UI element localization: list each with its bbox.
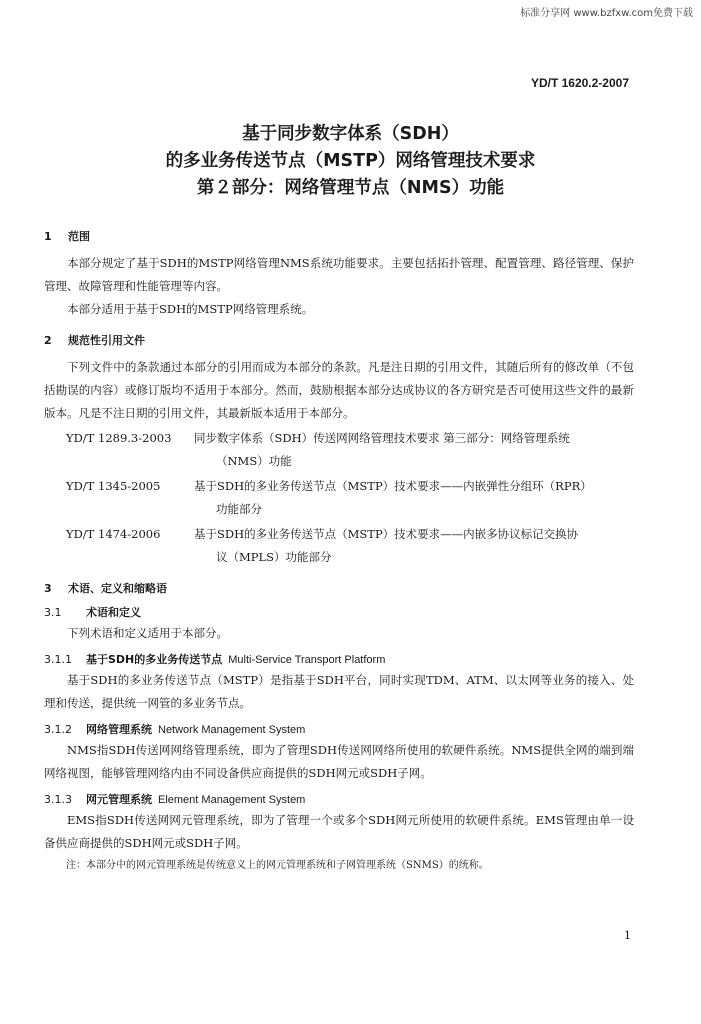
section-title: 规范性引用文件 <box>68 334 145 347</box>
term-heading <box>44 721 634 737</box>
reference-title <box>194 523 634 569</box>
section-normative-references <box>44 332 634 569</box>
section-terms-definitions <box>44 580 634 877</box>
note: 注：本部分中的网元管理系统是传统意义上的网元管理系统和子网管理系统（SNMS）的统称。 <box>66 860 489 871</box>
term-title-en: Network Management System <box>158 724 306 736</box>
title-line-2: 的多业务传送节点（MSTP）网络管理技术要求 <box>165 151 536 171</box>
subsection-heading <box>44 604 634 620</box>
section-number: 3 <box>44 582 52 595</box>
paragraph: 下列文件中的条款通过本部分的引用而成为本部分的条款。凡是注日期的引用文件，其随后所有的修改单（不包括勘误的内容）或修订版均不适用于本部分。然而，鼓励根据本部分达成协议的各方研究是否可使用这些文件的最新版本。凡是不注日期的引用文件，其最新版本适用于本部分。 <box>44 360 634 420</box>
term-title-en: Multi-Service Transport Platform <box>228 654 386 666</box>
term-number: 3.1.2 <box>44 723 72 736</box>
subsection-number: 3.1 <box>44 606 62 619</box>
term-title-zh: 网元管理系统 <box>86 793 152 806</box>
reference-item <box>44 427 634 473</box>
subsection-title: 术语和定义 <box>86 606 141 619</box>
term-number: 3.1.3 <box>44 793 72 806</box>
term-number: 3.1.1 <box>44 653 72 666</box>
reference-item <box>44 475 634 521</box>
section-title: 范围 <box>68 230 90 243</box>
watermark-text: 标准分享网 www.bzfxw.com免费下载 <box>520 8 693 19</box>
section-number: 1 <box>44 230 52 243</box>
reference-title-line: 基于SDH的多业务传送节点（MSTP）技术要求——内嵌多协议标记交换协 <box>194 527 579 541</box>
paragraph: 基于SDH的多业务传送节点（MSTP）是指基于SDH平台，同时实现TDM、ATM、以太网等业务的接入、处理和传送，提供统一网管的多业务节点。 <box>44 673 634 710</box>
section-heading <box>44 228 634 244</box>
term-title-en: Element Management System <box>158 794 306 806</box>
document-title <box>0 121 701 202</box>
reference-title-line: 同步数字体系（SDH）传送网网络管理技术要求 第三部分：网络管理系统 <box>194 431 570 445</box>
document-number: YD/T 1620.2-2007 <box>530 76 629 90</box>
paragraph: 本部分适用于基于SDH的MSTP网络管理系统。 <box>67 302 314 316</box>
reference-item <box>44 523 634 569</box>
section-heading <box>44 580 634 596</box>
reference-code: YD/T 1345-2005 <box>66 479 161 493</box>
title-line-1: 基于同步数字体系（SDH） <box>242 124 459 144</box>
page-number: 1 <box>624 929 631 942</box>
reference-code: YD/T 1474-2006 <box>66 527 161 541</box>
term-heading <box>44 651 634 667</box>
term-title-zh: 基于SDH的多业务传送节点 <box>86 653 223 666</box>
reference-title-line: 基于SDH的多业务传送节点（MSTP）技术要求——内嵌弹性分组环（RPR） <box>194 479 592 493</box>
term-heading <box>44 791 634 807</box>
section-number: 2 <box>44 334 52 347</box>
reference-title-line: （NMS）功能 <box>216 454 292 468</box>
paragraph: 下列术语和定义适用于本部分。 <box>67 626 228 640</box>
paragraph: 本部分规定了基于SDH的MSTP网络管理NMS系统功能要求。主要包括拓扑管理、配置管理、路径管理、保护管理、故障管理和性能管理等内容。 <box>44 256 634 293</box>
section-heading <box>44 332 634 348</box>
reference-title <box>194 475 634 521</box>
paragraph: EMS指SDH传送网网元管理系统，即为了管理一个或多个SDH网元所使用的软硬件系统。EMS管理由单一设备供应商提供的SDH网元或SDH子网。 <box>44 813 634 850</box>
document-body <box>44 228 634 888</box>
term-title-zh: 网络管理系统 <box>86 723 152 736</box>
reference-title-line: 功能部分 <box>216 502 262 516</box>
paragraph: NMS指SDH传送网网络管理系统，即为了管理SDH传送网网络所使用的软硬件系统。NMS提供全网的端到端网络视图，能够管理网络内由不同设备供应商提供的SDH网元或SDH子网。 <box>44 743 634 780</box>
reference-title <box>194 427 634 473</box>
section-title: 术语、定义和缩略语 <box>68 582 167 595</box>
reference-code: YD/T 1289.3-2003 <box>66 431 172 445</box>
section-scope <box>44 228 634 321</box>
title-line-3: 第２部分：网络管理节点（NMS）功能 <box>196 178 505 198</box>
reference-title-line: 议（MPLS）功能部分 <box>216 550 332 564</box>
